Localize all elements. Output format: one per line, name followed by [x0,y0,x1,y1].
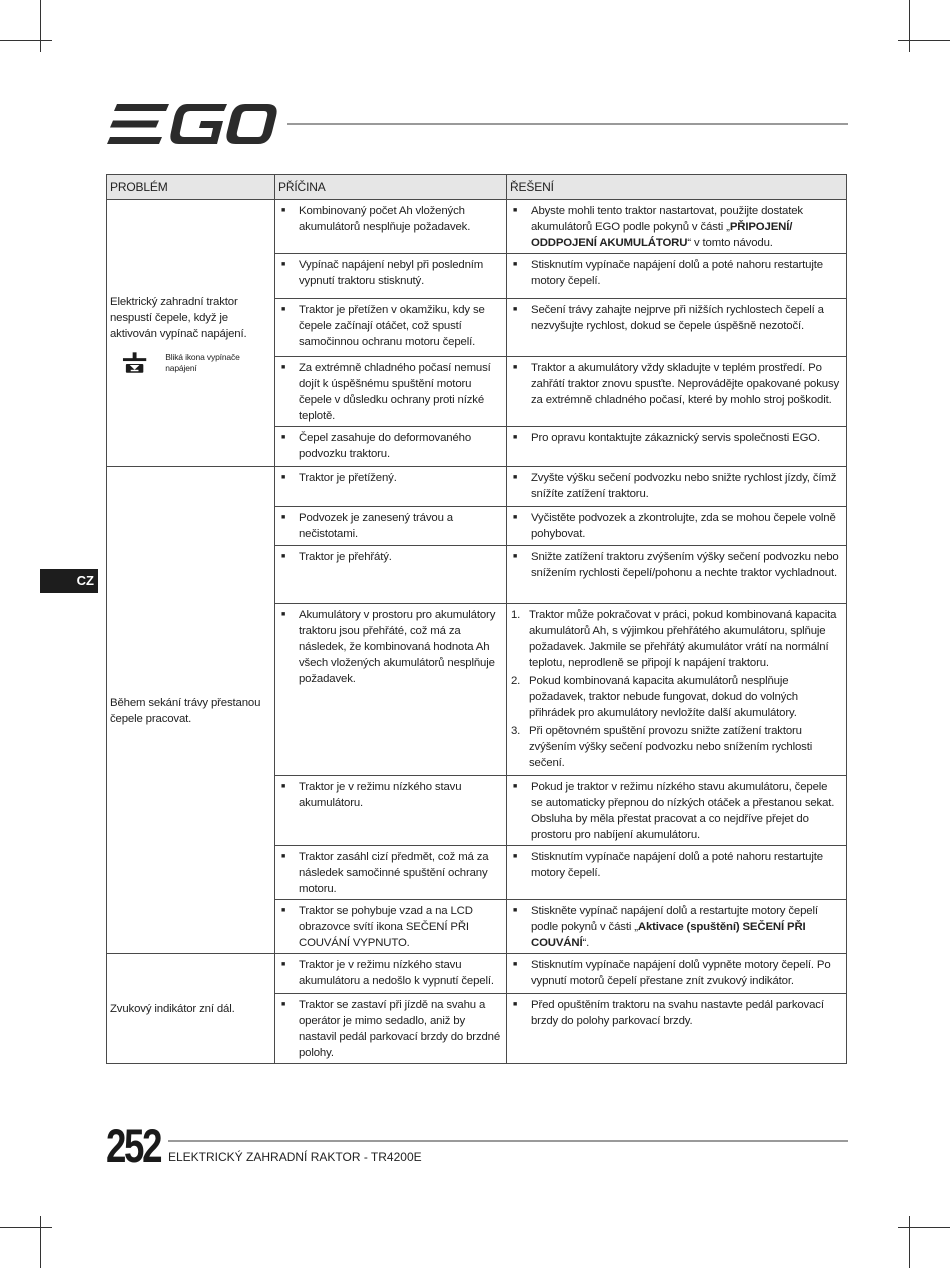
cause-cell: ■ Vypínač napájení nebyl při posledním vypnutí traktoru stisknutý. [275,254,507,299]
icon-caption: Bliká ikona vypínače napájení [165,351,240,373]
cause-cell: ■ Traktor je v režimu nízkého stavu akumulátoru. [275,776,507,846]
bullet-icon: ■ [513,961,518,968]
bullet-icon: ■ [513,364,518,371]
cause-cell: ■ Za extrémně chladného počasí nemusí dojít k úspěšnému spuštění motoru čepele v důsledku ochrany proti nízké teplotě. [275,357,507,427]
cause-cell: ■ Traktor je přetížený. [275,467,507,507]
cause-cell: ■ Traktor se pohybuje vzad a na LCD obrazovce svítí ikona SEČENÍ PŘI COUVÁNÍ VYPNUTO. [275,900,507,954]
crop-mark [898,1227,950,1228]
solution-cell: ■ Vyčistěte podvozek a zkontrolujte, zda se mohou čepele volně pohybovat. [507,507,847,546]
solution-cell: ■ Pro opravu kontaktujte zákaznický servis společnosti EGO. [507,427,847,467]
icon-legend [110,352,270,374]
cause-cell: ■ Traktor je přehřátý. [275,546,507,604]
bullet-icon: ■ [513,907,518,914]
problem-cell [107,467,275,954]
problem-text: Elektrický zahradní traktor nespustí čepele, když je aktivován vypínač napájení. [110,295,247,340]
cause-cell: ■ Traktor zasáhl cizí předmět, což má za následek samočinné spuštění ochrany motoru. [275,846,507,900]
crop-mark [40,0,41,52]
solution-cell: ■ Stiskněte vypínač napájení dolů a restartujte motory čepelí podle pokynů v části „Aktivace (spuštění) SEČENÍ PŘI COUVÁNÍ“. [507,900,847,954]
solution-cell: ■ Stisknutím vypínače napájení dolů vypněte motory čepelí. Po vypnutí motorů čepelí přestane znít zvukový indikátor. [507,954,847,994]
footer-title: ELEKTRICKÝ ZAHRADNÍ RAKTOR - TR4200E [168,1150,422,1164]
troubleshooting-table [106,174,847,1064]
cause-cell: ■ Traktor se zastaví při jízdě na svahu a operátor je mimo sedadlo, aniž by nastavil pedál parkovací brzdy do brzdné polohy. [275,994,507,1064]
bullet-icon: ■ [281,907,286,914]
bullet-icon: ■ [281,783,286,790]
bullet-icon: ■ [281,207,286,214]
solution-cell [507,604,847,776]
bullet-icon: ■ [513,783,518,790]
table-row [107,954,847,994]
bullet-icon: ■ [281,961,286,968]
cause-cell: ■ Traktor je v režimu nízkého stavu akumulátoru a nedošlo k vypnutí čepelí. [275,954,507,994]
bullet-icon: ■ [281,306,286,313]
solution-cell: ■ Zvyšte výšku sečení podvozku nebo snižte rychlost jízdy, čímž snížíte zatížení traktoru. [507,467,847,507]
solution-cell: ■ Pokud je traktor v režimu nízkého stavu akumulátoru, čepele se automaticky přepnou do nízkých otáček a přestanou sekat. Obsluha by měla přestat pracovat a co nejdříve přejet do prostoru pro nabíjení akumulátoru. [507,776,847,846]
solution-cell: ■ Stisknutím vypínače napájení dolů a poté nahoru restartujte motory čepelí. [507,254,847,299]
cause-cell: ■ Traktor je přetížen v okamžiku, kdy se čepele začínají otáčet, což spustí samočinnou ochranu motoru čepelí. [275,299,507,357]
problem-cell [107,954,275,1064]
page-number: 252 [106,1119,161,1172]
bullet-icon: ■ [281,261,286,268]
crop-mark [40,1216,41,1268]
bullet-icon: ■ [513,434,518,441]
table-header-row [107,175,847,200]
cause-cell: ■ Akumulátory v prostoru pro akumulátory traktoru jsou přehřáté, což má za následek, že kombinovaná hodnota Ah všech vložených akumulátorů nesplňuje požadavek. [275,604,507,776]
ego-logo [107,104,277,144]
problem-cell [107,200,275,467]
bullet-icon: ■ [513,207,518,214]
solution-cell: ■ Sečení trávy zahajte nejprve při nižších rychlostech čepelí a nezvyšujte rychlost, dokud se čepele úspěšně nezotočí. [507,299,847,357]
header-cause: PŘÍČINA [275,175,507,200]
bullet-icon: ■ [513,853,518,860]
problem-text: Zvukový indikátor zní dál. [110,1003,235,1015]
crop-mark [909,0,910,52]
solution-cell: ■ Snižte zatížení traktoru zvýšením výšky sečení podvozku nebo snížením rychlosti čepelí/pohonu a nechte traktor vychladnout. [507,546,847,604]
bullet-icon: ■ [513,553,518,560]
cause-cell: ■ Podvozek je zanesený trávou a nečistotami. [275,507,507,546]
numbered-item: 2. Pokud kombinovaná kapacita akumulátorů nesplňuje požadavek, traktor nebude fungovat, dokud do volných přihrádek pro akumulátory nevložíte další akumulátory. [511,675,798,719]
bullet-icon: ■ [281,474,286,481]
bullet-icon: ■ [513,514,518,521]
bullet-icon: ■ [281,853,286,860]
header-rule [287,123,848,125]
bullet-icon: ■ [281,553,286,560]
solution-cell: ■ Traktor a akumulátory vždy skladujte v teplém prostředí. Po zahřátí traktor znovu spusťte. Neprovádějte opakované pokusy za extrémně chladného počasí, které by mohlo stroj poškodit. [507,357,847,427]
solution-cell: ■ Před opuštěním traktoru na svahu nastavte pedál parkovací brzdy do polohy parkovací brzdy. [507,994,847,1064]
footer-rule [168,1140,848,1142]
numbered-item: 3. Při opětovném spuštění provozu snižte zatížení traktoru zvýšením výšky sečení podvozku nebo snížením rychlosti sečení. [511,725,813,769]
language-tab: CZ [40,569,98,593]
solution-cell: ■ Stisknutím vypínače napájení dolů a poté nahoru restartujte motory čepelí. [507,846,847,900]
section-reference: Aktivace (spuštění) SEČENÍ PŘI COUVÁNÍ [531,921,806,949]
crop-mark [0,40,52,41]
bullet-icon: ■ [513,474,518,481]
bullet-icon: ■ [281,1001,286,1008]
table-row [107,467,847,507]
solution-cell: ■ Abyste mohli tento traktor nastartovat, použijte dostatek akumulátorů EGO podle pokynů v části „PŘIPOJENÍ/ ODDPOJENÍ AKUMULÁTORU“ v tomto návodu. [507,200,847,254]
header-problem: PROBLÉM [107,175,275,200]
crop-mark [0,1227,52,1228]
section-reference: PŘIPOJENÍ/ ODDPOJENÍ AKUMULÁTORU [531,221,793,249]
bullet-icon: ■ [281,364,286,371]
crop-mark [898,40,950,41]
bullet-icon: ■ [281,611,286,618]
cause-cell: ■ Kombinovaný počet Ah vložených akumulátorů nesplňuje požadavek. [275,200,507,254]
bullet-icon: ■ [513,261,518,268]
crop-mark [909,1216,910,1268]
cause-cell: ■ Čepel zasahuje do deformovaného podvozku traktoru. [275,427,507,467]
bullet-icon: ■ [281,434,286,441]
problem-text: Během sekání trávy přestanou čepele pracovat. [110,696,261,725]
bullet-icon: ■ [513,306,518,313]
bullet-icon: ■ [281,514,286,521]
power-switch-icon [122,352,147,374]
numbered-item: 1. Traktor může pokračovat v práci, pokud kombinovaná kapacita akumulátorů Ah, s výjimkou přehřátého akumulátoru, splňuje požadavek. Jakmile se přehřátý akumulátor vrátí na normální teplotu, neprodleně se připojí k napájení traktoru. [511,609,837,669]
bullet-icon: ■ [513,1001,518,1008]
table-row [107,200,847,254]
header-solution: ŘEŠENÍ [507,175,847,200]
